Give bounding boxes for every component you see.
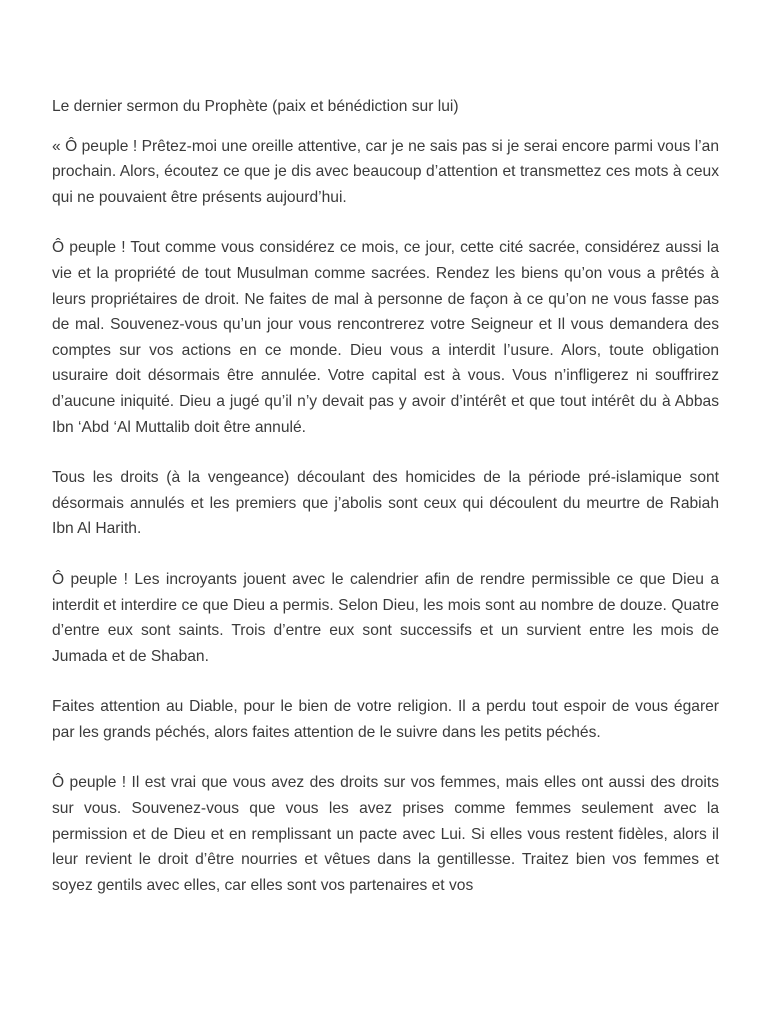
paragraph: Ô peuple ! Les incroyants jouent avec le calendrier afin de rendre permissible ce que Dieu a interdit et interdire ce que Dieu a permis. Selon Dieu, les mois sont au nombre de douze. Quatre d’entre eux sont saints. Trois d’entre eux sont successifs et un survient entre les mois de Jumada et de Shaban. xyxy=(52,570,719,665)
paragraph: « Ô peuple ! Prêtez-moi une oreille attentive, car je ne sais pas si je serai encore parmi vous l’an prochain. Alors, écoutez ce que je dis avec beaucoup d’attention et transmettez ces mots à ceux qui ne pouvaient être présents aujourd’hui. xyxy=(52,137,719,206)
paragraph: Tous les droits (à la vengeance) découlant des homicides de la période pré-islamique sont désormais annulés et les premiers que j’abolis sont ceux qui découlent du meurtre de Rabiah Ibn Al Harith. xyxy=(52,469,719,538)
document-body xyxy=(52,94,719,923)
paragraph: Ô peuple ! Il est vrai que vous avez des droits sur vos femmes, mais elles ont aussi des droits sur vous. Souvenez-vous que vous les avez prises comme femmes seulement avec la permission et de Dieu et en remplissant un pacte avec Lui. Si elles vous restent fidèles, alors il leur revient le droit d’être nourries et vêtues dans la gentillesse. Traitez bien vos femmes et soyez gentils avec elles, car elles sont vos partenaires et vos xyxy=(52,774,719,894)
paragraph: Faites attention au Diable, pour le bien de votre religion. Il a perdu tout espoir de vous égarer par les grands péchés, alors faites attention de le suivre dans les petits péchés. xyxy=(52,698,719,741)
document-title: Le dernier sermon du Prophète (paix et bénédiction sur lui) xyxy=(52,98,459,115)
paragraph: Ô peuple ! Tout comme vous considérez ce mois, ce jour, cette cité sacrée, considérez aussi la vie et la propriété de tout Musulman comme sacrées. Rendez les biens qu’on vous a prêtés à leurs propriétaires de droit. Ne faites de mal à personne de façon à ce qu’on ne vous fasse pas de mal. Souvenez-vous qu’un jour vous rencontrerez votre Seigneur et Il vous demandera des comptes sur vos actions en ce monde. Dieu vous a interdit l’usure. Alors, toute obligation usuraire doit désormais être annulée. Votre capital est à vous. Vous n’infligerez ni souffrirez d’aucune iniquité. Dieu a jugé qu’il n’y devait pas y avoir d’intérêt et que tout intérêt du à Abbas Ibn ‘Abd ‘Al Muttalib doit être annulé. xyxy=(52,239,719,436)
